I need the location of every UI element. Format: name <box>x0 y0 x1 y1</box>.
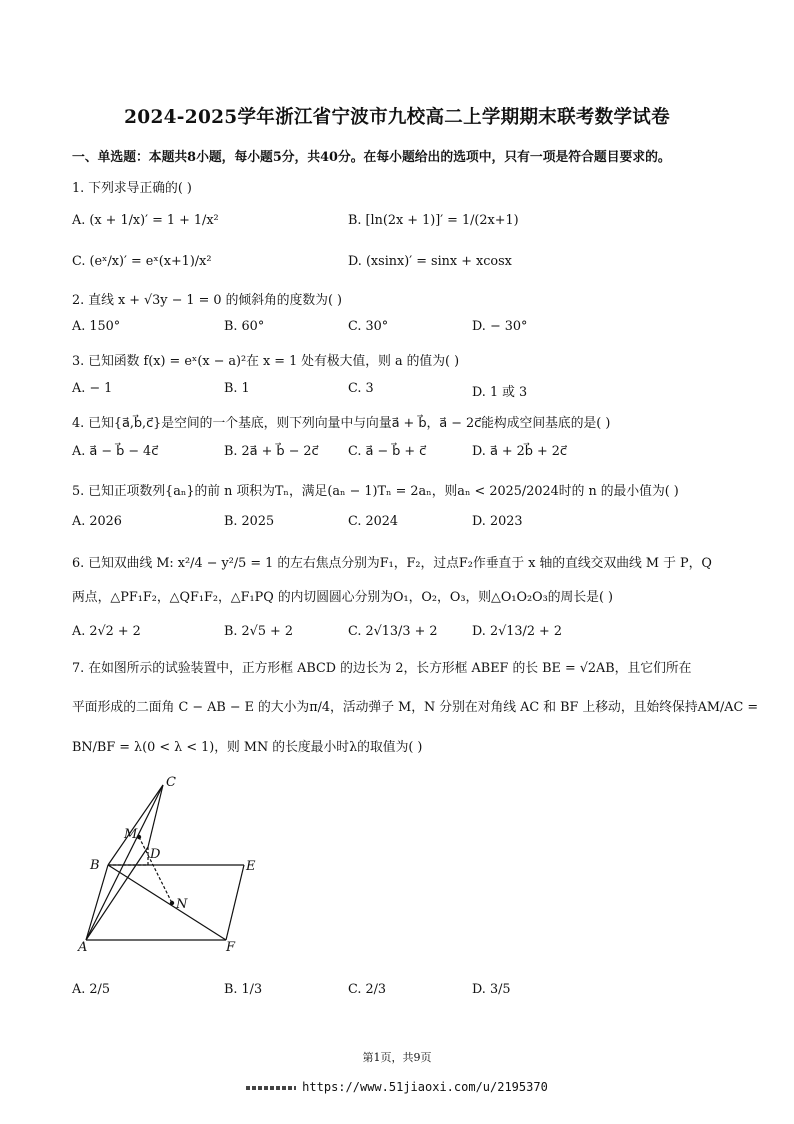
point-n <box>170 901 174 905</box>
question-6-stem-line-2: 两点，△PF₁F₂，△QF₁F₂，△F₁PQ 的内切圆圆心分别为O₁，O₂，O₃，则△O₁O₂O₃的周长是( ) <box>72 590 613 605</box>
question-5-option-c: C. 2024 <box>348 514 399 529</box>
question-6-option-d: D. 2√13/2 + 2 <box>472 624 562 639</box>
label-n: N <box>176 897 188 912</box>
question-6-option-a: A. 2√2 + 2 <box>72 624 141 639</box>
question-2-option-c: C. 30° <box>348 319 389 334</box>
question-7-option-a: A. 2/5 <box>72 982 110 997</box>
question-7-stem-line-2: 平面形成的二面角 C − AB − E 的大小为π/4，活动弹子 M，N 分别在对角线 AC 和 BF 上移动，且始终保持AM/AC = <box>72 700 759 715</box>
question-5-option-a: A. 2026 <box>72 514 122 529</box>
question-7-option-d: D. 3/5 <box>472 982 511 997</box>
question-7-stem-line-3: BN/BF = λ(0 < λ < 1)，则 MN 的长度最小时λ的取值为( ) <box>72 740 423 755</box>
label-b: B <box>90 858 100 873</box>
question-3-option-c: C. 3 <box>348 381 374 396</box>
question-4-stem: 4. 已知{a⃗,b⃗,c⃗}是空间的一个基底，则下列向量中与向量a⃗ + b⃗，a⃗ − 2c⃗能构成空间基底的是( ) <box>72 416 611 431</box>
question-6-option-b: B. 2√5 + 2 <box>224 624 293 639</box>
question-5-stem: 5. 已知正项数列{aₙ}的前 n 项积为Tₙ，满足(aₙ − 1)Tₙ = 2aₙ，则aₙ < 2025/2024时的 n 的最小值为( ) <box>72 484 679 499</box>
question-6-stem-line-1: 6. 已知双曲线 M: x²/4 − y²/5 = 1 的左右焦点分别为F₁，F₂，过点F₂作垂直于 x 轴的直线交双曲线 M 于 P，Q <box>72 556 712 571</box>
question-4-option-a: A. a⃗ − b⃗ − 4c⃗ <box>72 444 159 459</box>
question-6-option-c: C. 2√13/3 + 2 <box>348 624 438 639</box>
page-title: 2024-2025学年浙江省宁波市九校高二上学期期末联考数学试卷 <box>124 107 670 128</box>
watermark <box>0 1080 794 1094</box>
diagonal-bf <box>108 865 226 940</box>
watermark-logo <box>246 1086 296 1090</box>
point-m <box>137 835 141 839</box>
watermark-url: https://www.51jiaoxi.com/u/2195370 <box>302 1080 548 1094</box>
question-1-stem: 1. 下列求导正确的( ) <box>72 181 192 196</box>
page-footer: 第1页，共9页 <box>362 1051 432 1064</box>
question-2-option-a: A. 150° <box>72 319 121 334</box>
question-5-option-b: B. 2025 <box>224 514 275 529</box>
question-1-option-d: D. (xsinx)′ = sinx + xcosx <box>348 254 512 269</box>
question-1-option-b: B. [ln(2x + 1)]′ = 1/(2x+1) <box>348 213 519 228</box>
question-7-option-c: C. 2/3 <box>348 982 387 997</box>
question-7-option-b: B. 1/3 <box>224 982 263 997</box>
question-4-option-c: C. a⃗ − b⃗ + c⃗ <box>348 444 427 459</box>
question-1-option-a: A. (x + 1/x)′ = 1 + 1/x² <box>72 213 219 228</box>
question-2-option-d: D. − 30° <box>472 319 528 334</box>
edge-ef <box>226 865 244 940</box>
question-3-option-d: D. 1 或 3 <box>472 385 528 400</box>
question-2-stem: 2. 直线 x + √3y − 1 = 0 的倾斜角的度数为( ) <box>72 293 343 308</box>
label-e: E <box>246 859 256 874</box>
question-4-option-b: B. 2a⃗ + b⃗ − 2c⃗ <box>224 444 319 459</box>
question-7-stem-line-1: 7. 在如图所示的试验装置中，正方形框 ABCD 的边长为 2，长方形框 ABEF 的长 BE = √2AB，且它们所在 <box>72 661 692 676</box>
question-4-option-d: D. a⃗ + 2b⃗ + 2c⃗ <box>472 444 567 459</box>
question-2-option-b: B. 60° <box>224 319 265 334</box>
question-5-option-d: D. 2023 <box>472 514 523 529</box>
edge-cd <box>148 785 163 847</box>
section-heading: 一、单选题：本题共8小题，每小题5分，共40分。在每小题给出的选项中，只有一项是符合题目要求的。 <box>72 150 671 165</box>
question-3-stem: 3. 已知函数 f(x) = eˣ(x − a)²在 x = 1 处有极大值，则 a 的值为( ) <box>72 354 460 369</box>
question-7-figure <box>76 770 276 970</box>
question-3-option-a: A. − 1 <box>72 381 113 396</box>
label-c: C <box>166 775 176 790</box>
label-a: A <box>78 940 88 955</box>
label-d: D <box>150 847 161 862</box>
label-f: F <box>226 940 236 955</box>
question-3-option-b: B. 1 <box>224 381 250 396</box>
label-m: M <box>124 827 138 842</box>
question-1-option-c: C. (eˣ/x)′ = eˣ(x+1)/x² <box>72 254 212 269</box>
